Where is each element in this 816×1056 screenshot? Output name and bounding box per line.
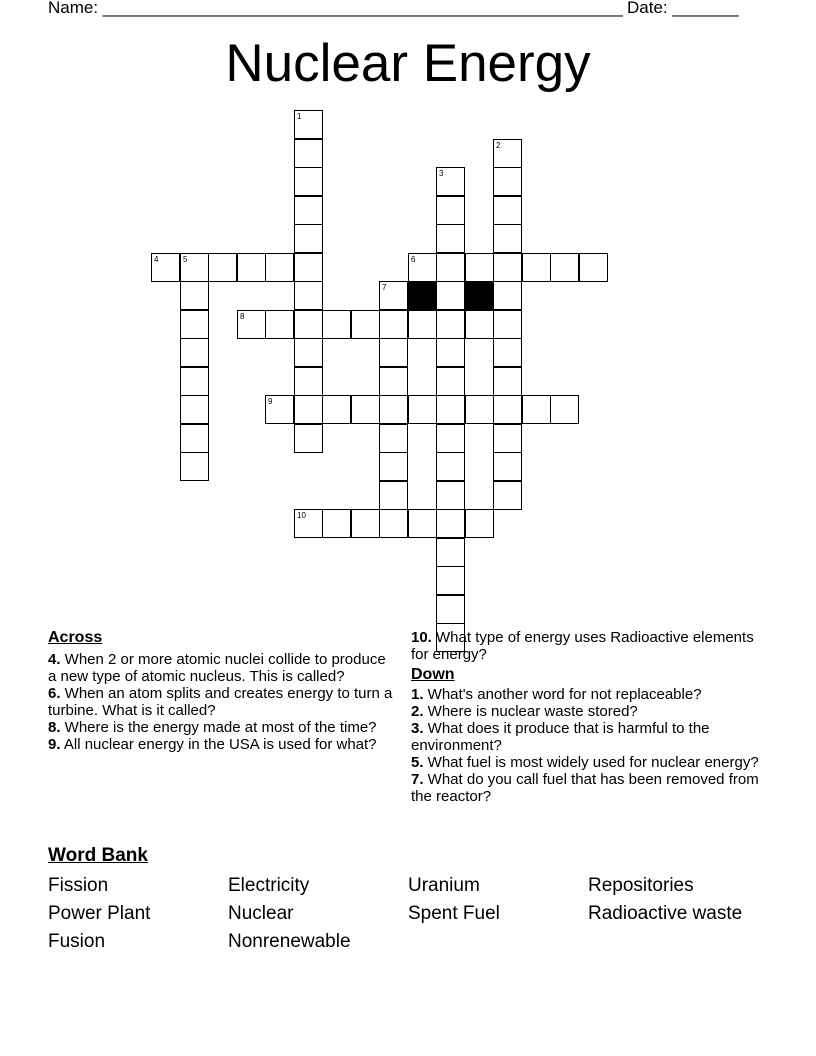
grid-cell[interactable] bbox=[436, 167, 465, 196]
clue-number: 5. bbox=[411, 754, 424, 771]
clue-down-2 bbox=[411, 703, 759, 720]
grid-cell[interactable] bbox=[465, 253, 494, 282]
grid-cell[interactable] bbox=[493, 395, 522, 424]
grid-cell[interactable] bbox=[579, 253, 608, 282]
clue-number-label: 8 bbox=[240, 312, 245, 321]
grid-cell[interactable] bbox=[493, 338, 522, 367]
clue-number: 8. bbox=[48, 719, 61, 736]
word-bank-item: Radioactive waste bbox=[588, 903, 743, 924]
grid-cell[interactable] bbox=[522, 253, 551, 282]
grid-cell[interactable] bbox=[493, 281, 522, 310]
clue-number: 7. bbox=[411, 771, 424, 788]
clue-number-label: 9 bbox=[268, 397, 273, 406]
grid-cell[interactable] bbox=[322, 310, 351, 339]
grid-cell[interactable] bbox=[322, 509, 351, 538]
grid-cell[interactable] bbox=[493, 196, 522, 225]
grid-cell[interactable] bbox=[351, 509, 380, 538]
clue-text: Where is nuclear waste stored? bbox=[423, 703, 638, 720]
grid-cell[interactable] bbox=[294, 139, 323, 168]
grid-cell[interactable] bbox=[294, 395, 323, 424]
clue-number-label: 4 bbox=[154, 255, 159, 264]
grid-cell[interactable] bbox=[180, 338, 209, 367]
clue-down-5 bbox=[411, 754, 759, 771]
word-bank-heading: Word Bank bbox=[48, 845, 148, 866]
grid-cell[interactable] bbox=[408, 310, 437, 339]
clue-number: 6. bbox=[48, 685, 61, 702]
clue-number: 1. bbox=[411, 686, 424, 703]
grid-cell[interactable] bbox=[379, 424, 408, 453]
clue-number-label: 7 bbox=[382, 283, 387, 292]
grid-cell[interactable] bbox=[379, 367, 408, 396]
clue-number-label: 3 bbox=[439, 169, 444, 178]
block-cell bbox=[408, 281, 437, 310]
clue-across-4 bbox=[48, 651, 396, 685]
grid-cell[interactable] bbox=[408, 395, 437, 424]
grid-cell[interactable] bbox=[180, 424, 209, 453]
grid-cell[interactable] bbox=[180, 395, 209, 424]
grid-cell[interactable] bbox=[550, 395, 579, 424]
grid-cell[interactable] bbox=[294, 367, 323, 396]
grid-cell[interactable] bbox=[436, 224, 465, 253]
clue-number: 4. bbox=[48, 651, 61, 668]
grid-cell[interactable] bbox=[465, 509, 494, 538]
grid-cell[interactable] bbox=[550, 253, 579, 282]
grid-cell[interactable] bbox=[294, 310, 323, 339]
grid-cell[interactable] bbox=[465, 395, 494, 424]
clue-text: What fuel is most widely used for nuclear energy? bbox=[423, 754, 759, 771]
grid-cell[interactable] bbox=[493, 481, 522, 510]
grid-cell[interactable] bbox=[436, 452, 465, 481]
grid-cell[interactable] bbox=[379, 452, 408, 481]
grid-cell[interactable] bbox=[379, 338, 408, 367]
grid-cell[interactable] bbox=[436, 281, 465, 310]
clue-number: 10. bbox=[411, 629, 432, 646]
clue-number-label: 5 bbox=[183, 255, 188, 264]
clue-text: When an atom splits and creates energy to turn a turbine. What is it called? bbox=[48, 685, 393, 719]
word-bank-item: Uranium bbox=[408, 875, 480, 896]
grid-cell[interactable] bbox=[522, 395, 551, 424]
word-bank-item: Fission bbox=[48, 875, 109, 896]
grid-cell[interactable] bbox=[436, 566, 465, 595]
clue-number-label: 2 bbox=[496, 141, 501, 150]
clue-text: All nuclear energy in the USA is used for what? bbox=[60, 736, 377, 753]
word-bank-item: Nonrenewable bbox=[228, 931, 351, 952]
name-field[interactable]: Name: _______________________________________________________ bbox=[48, 0, 623, 17]
grid-cell[interactable] bbox=[493, 367, 522, 396]
clue-text: What does it produce that is harmful to the environment? bbox=[411, 720, 710, 754]
grid-cell[interactable] bbox=[294, 509, 323, 538]
grid-cell[interactable] bbox=[379, 395, 408, 424]
clue-across-10 bbox=[411, 629, 759, 663]
word-bank-item: Electricity bbox=[228, 875, 310, 896]
clue-down-1 bbox=[411, 686, 759, 703]
grid-cell[interactable] bbox=[436, 595, 465, 624]
grid-cell[interactable] bbox=[265, 395, 294, 424]
grid-cell[interactable] bbox=[265, 253, 294, 282]
grid-cell[interactable] bbox=[294, 196, 323, 225]
grid-cell[interactable] bbox=[436, 395, 465, 424]
grid-cell[interactable] bbox=[465, 310, 494, 339]
clue-down-3 bbox=[411, 720, 759, 754]
grid-cell[interactable] bbox=[436, 481, 465, 510]
grid-cell[interactable] bbox=[294, 167, 323, 196]
grid-cell[interactable] bbox=[408, 509, 437, 538]
grid-cell[interactable] bbox=[351, 395, 380, 424]
down-heading: Down bbox=[411, 666, 455, 683]
grid-cell[interactable] bbox=[151, 253, 180, 282]
grid-cell[interactable] bbox=[180, 452, 209, 481]
grid-cell[interactable] bbox=[294, 281, 323, 310]
grid-cell[interactable] bbox=[351, 310, 380, 339]
grid-cell[interactable] bbox=[180, 367, 209, 396]
clue-number: 2. bbox=[411, 703, 424, 720]
block-cell bbox=[465, 281, 494, 310]
grid-cell[interactable] bbox=[436, 338, 465, 367]
grid-cell[interactable] bbox=[294, 253, 323, 282]
clue-across-6 bbox=[48, 685, 396, 719]
grid-cell[interactable] bbox=[379, 481, 408, 510]
word-bank-item: Repositories bbox=[588, 875, 694, 896]
clue-number-label: 10 bbox=[297, 511, 306, 520]
grid-cell[interactable] bbox=[493, 424, 522, 453]
clue-number-label: 6 bbox=[411, 255, 416, 264]
grid-cell[interactable] bbox=[379, 310, 408, 339]
clue-number: 3. bbox=[411, 720, 424, 737]
grid-cell[interactable] bbox=[436, 310, 465, 339]
clue-text: What type of energy uses Radioactive elements for energy? bbox=[411, 629, 754, 663]
page-title: Nuclear Energy bbox=[225, 34, 591, 93]
grid-cell[interactable] bbox=[294, 424, 323, 453]
grid-cell[interactable] bbox=[436, 509, 465, 538]
clue-number: 9. bbox=[48, 736, 61, 753]
word-bank-item: Nuclear bbox=[228, 903, 294, 924]
clue-across-8 bbox=[48, 719, 396, 736]
grid-cell[interactable] bbox=[436, 538, 465, 567]
grid-cell[interactable] bbox=[493, 139, 522, 168]
grid-cell[interactable] bbox=[408, 253, 437, 282]
grid-cell[interactable] bbox=[294, 224, 323, 253]
grid-cell[interactable] bbox=[493, 167, 522, 196]
clue-number-label: 1 bbox=[297, 112, 302, 121]
grid-cell[interactable] bbox=[493, 224, 522, 253]
grid-cell[interactable] bbox=[436, 367, 465, 396]
grid-cell[interactable] bbox=[493, 452, 522, 481]
grid-cell[interactable] bbox=[322, 395, 351, 424]
clue-text: What's another word for not replaceable? bbox=[423, 686, 702, 703]
word-bank-item: Fusion bbox=[48, 931, 106, 952]
date-field[interactable]: Date: _______ bbox=[627, 0, 739, 17]
clue-down-7 bbox=[411, 771, 759, 805]
grid-cell[interactable] bbox=[237, 310, 266, 339]
grid-cell[interactable] bbox=[379, 509, 408, 538]
clue-text: What do you call fuel that has been removed from the reactor? bbox=[411, 771, 759, 805]
grid-cell[interactable] bbox=[265, 310, 294, 339]
across-clues bbox=[48, 628, 396, 753]
grid-cell[interactable] bbox=[436, 253, 465, 282]
grid-cell[interactable] bbox=[493, 253, 522, 282]
word-bank-item: Spent Fuel bbox=[408, 903, 500, 924]
grid-cell[interactable] bbox=[294, 338, 323, 367]
grid-cell[interactable] bbox=[379, 281, 408, 310]
across-heading: Across bbox=[48, 629, 103, 646]
grid-cell[interactable] bbox=[180, 310, 209, 339]
grid-cell[interactable] bbox=[436, 196, 465, 225]
word-bank-item: Power Plant bbox=[48, 903, 151, 924]
grid-cell[interactable] bbox=[208, 253, 237, 282]
down-clues bbox=[411, 629, 759, 805]
grid-cell[interactable] bbox=[493, 310, 522, 339]
clue-text: Where is the energy made at most of the time? bbox=[60, 719, 377, 736]
clue-across-9 bbox=[48, 736, 396, 753]
grid-cell[interactable] bbox=[180, 281, 209, 310]
grid-cell[interactable] bbox=[436, 424, 465, 453]
clue-text: When 2 or more atomic nuclei collide to produce a new type of atomic nucleus. This is called? bbox=[48, 651, 386, 685]
grid-cell[interactable] bbox=[237, 253, 266, 282]
grid-cell[interactable] bbox=[294, 110, 323, 139]
grid-cell[interactable] bbox=[180, 253, 209, 282]
